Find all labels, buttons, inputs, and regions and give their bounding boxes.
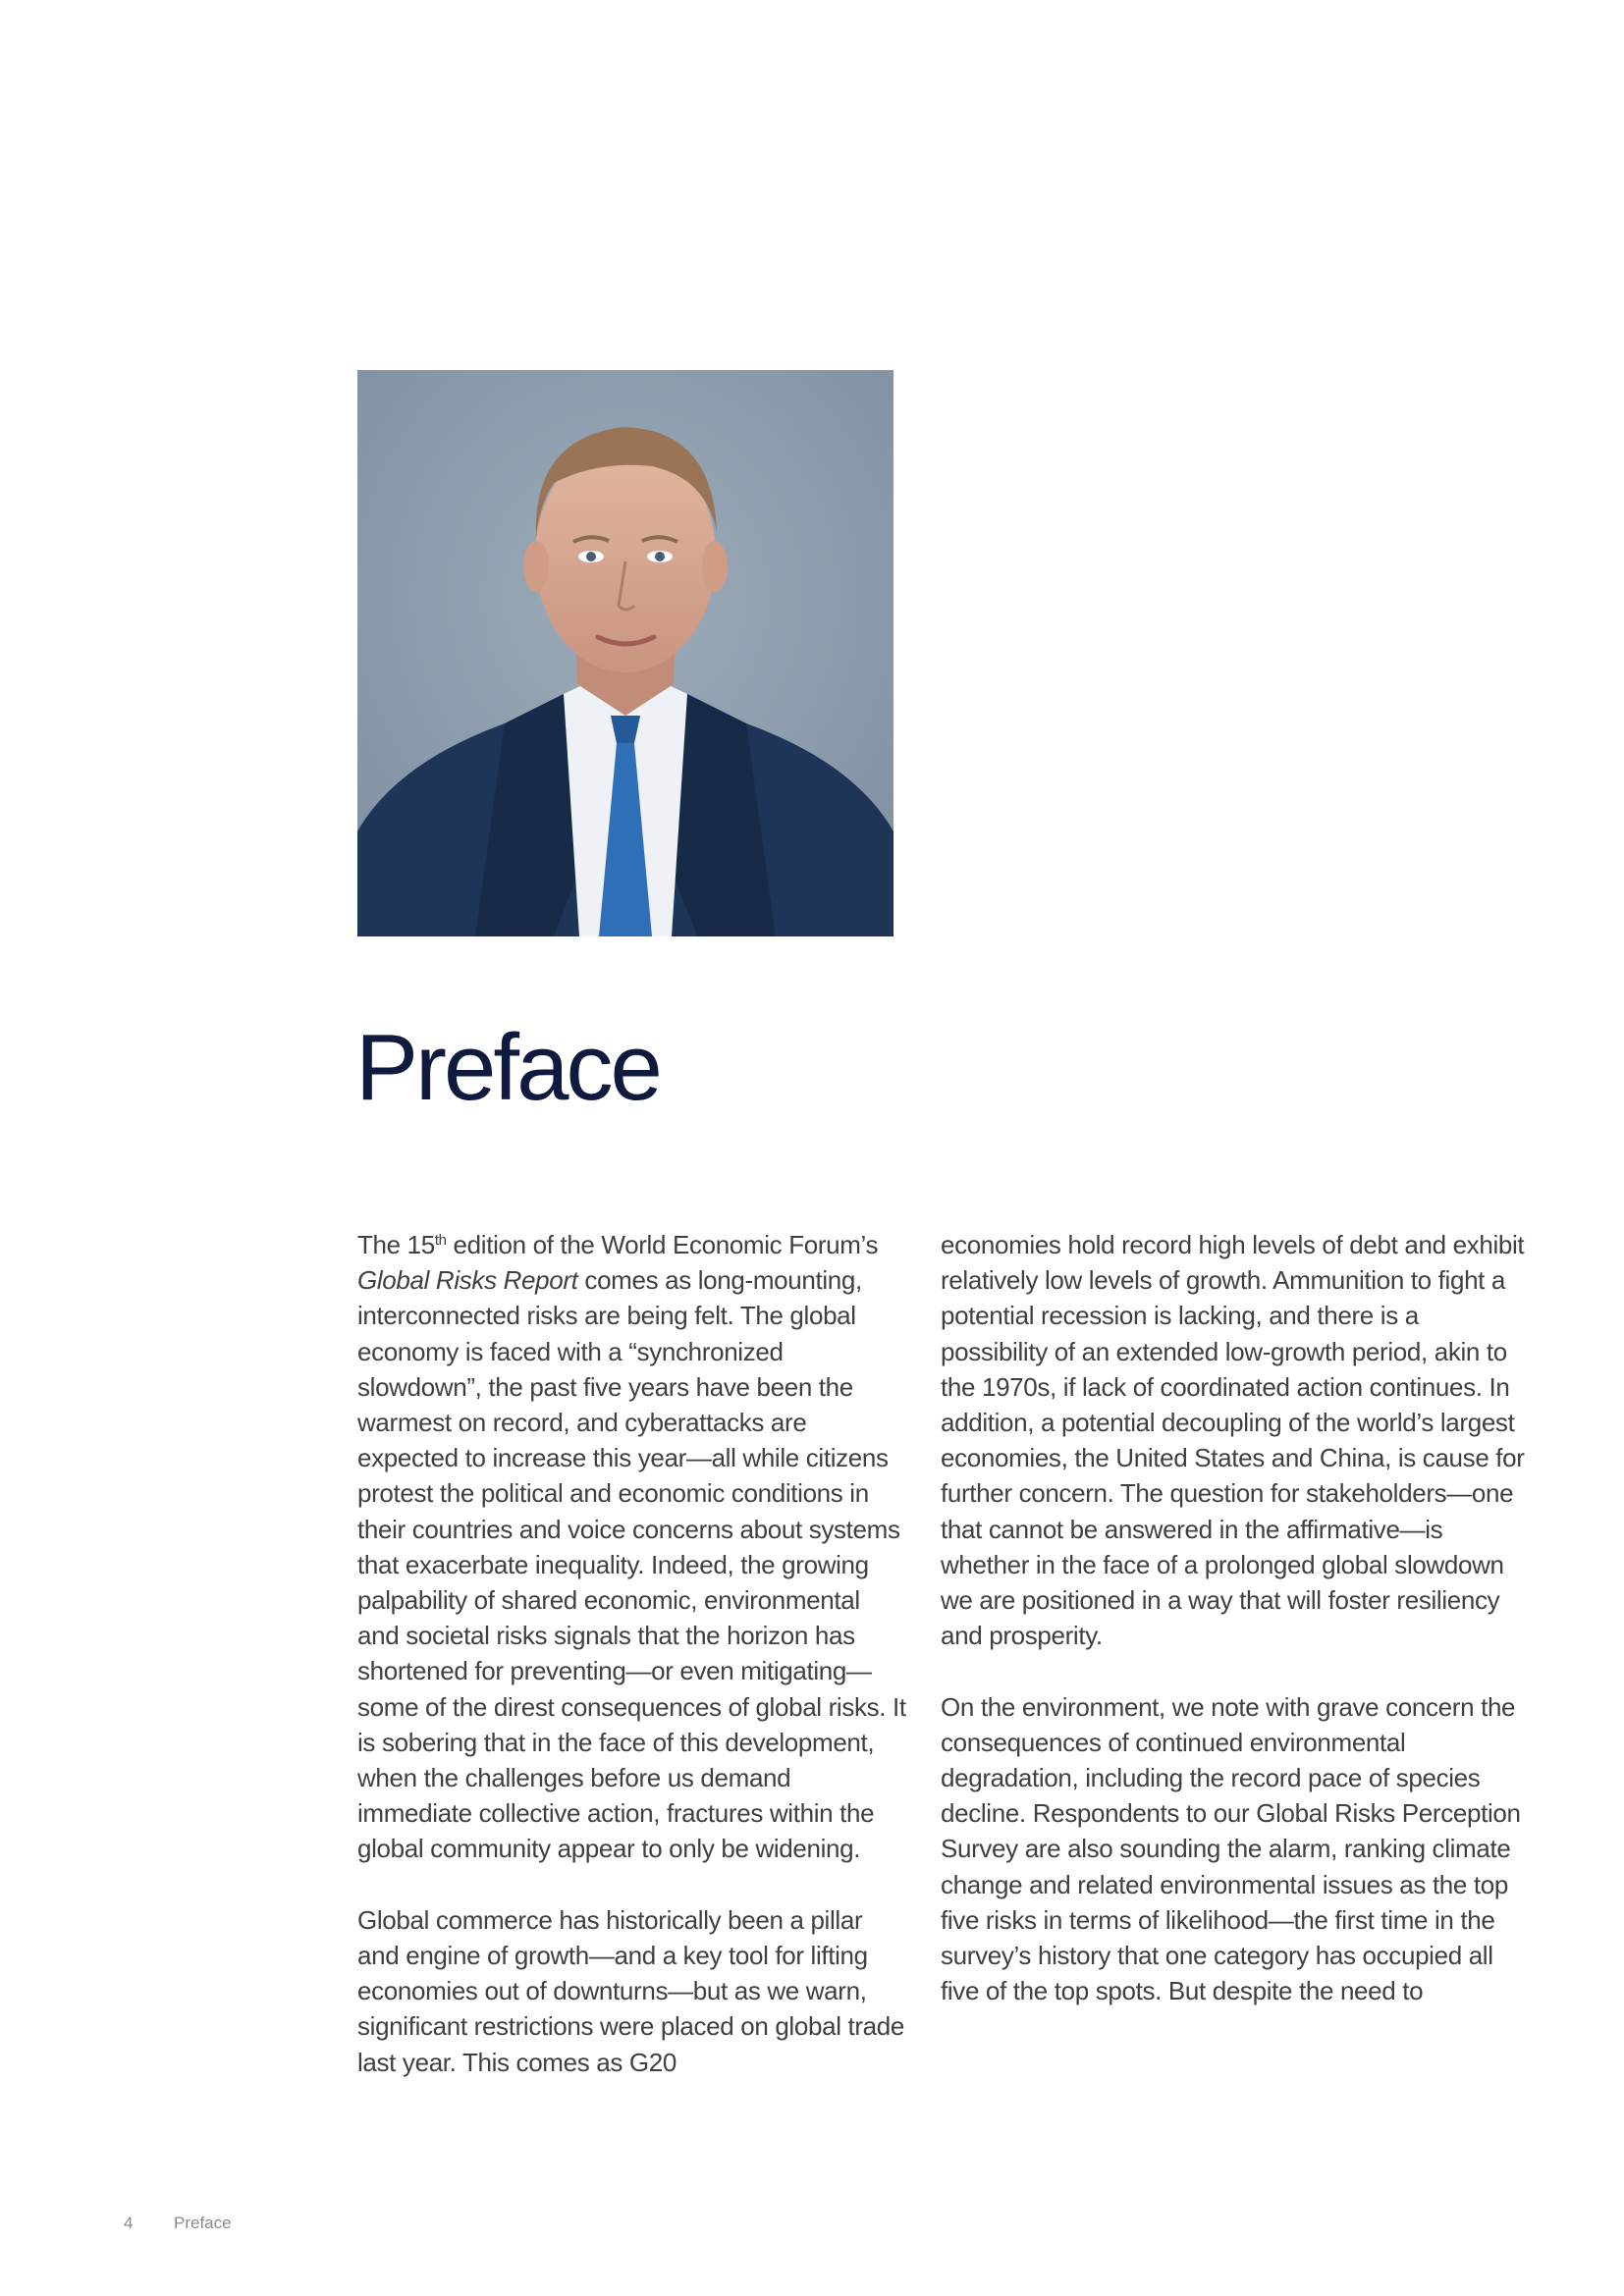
report-title-italic: Global Risks Report (357, 1265, 578, 1296)
portrait-photo (357, 370, 893, 936)
page-number: 4 (124, 2214, 134, 2232)
paragraph: On the environment, we note with grave concern the consequences of continued environmental degradation, including the record pace of species decline. Respondents to our Global Risks Perception Survey are also sounding the alarm, ranking climate change and related environmental issues as the top five risks in terms of likelihood—the first time in the survey’s history that one category has occupied all five of the top spots. But despite the need to (941, 1691, 1521, 2006)
page-title: Preface (355, 1015, 660, 1120)
right-column (941, 1227, 1530, 2045)
paragraph: economies hold record high levels of debt and exhibit relatively low levels of growth. Ammunition to fight a potential recession is lacking, and there is a possibility of an extended low-growth period, akin to the 1970s, if lack of coordinated action continues. In addition, a potential decoupling of the world’s largest economies, the United States and China, is cause for further concern. The question for stakeholders—one that cannot be answered in the affirmative—is whether in the face of a prolonged global slowdown we are positioned in a way that will foster resiliency and prosperity. (941, 1230, 1525, 1651)
paragraph-text: comes as long-mounting, interconnected risks are being felt. The global economy is faced with a “synchronized slowdown”, the past five years have been the warmest on record, and cyberattacks are expected to increase this year—all while citizens protest the political and economic conditions in their countries and voice concerns about systems that exacerbate inequality. Indeed, the growing palpability of shared economic, environmental and societal risks signals that the horizon has shortened for preventing—or even mitigating—some of the direst consequences of global risks. It is sobering that in the face of this development, when the challenges before us demand immediate collective action, fractures within the global community appear to only be widening. (357, 1265, 906, 1864)
portrait-photo-icon (357, 370, 893, 936)
ordinal-superscript: th (434, 1232, 447, 1249)
paragraph (357, 1227, 907, 1867)
left-column (357, 1227, 907, 2115)
paragraph: Global commerce has historically been a pillar and engine of growth—and a key tool for lifting economies out of downturns—but as we warn, significant restrictions were placed on global trade last year. This comes as G20 (357, 1904, 904, 2077)
footer-section-label: Preface (174, 2214, 232, 2232)
paragraph-text: The 15 (357, 1230, 435, 1259)
paragraph-text: edition of the World Economic Forum’s (446, 1230, 879, 1259)
